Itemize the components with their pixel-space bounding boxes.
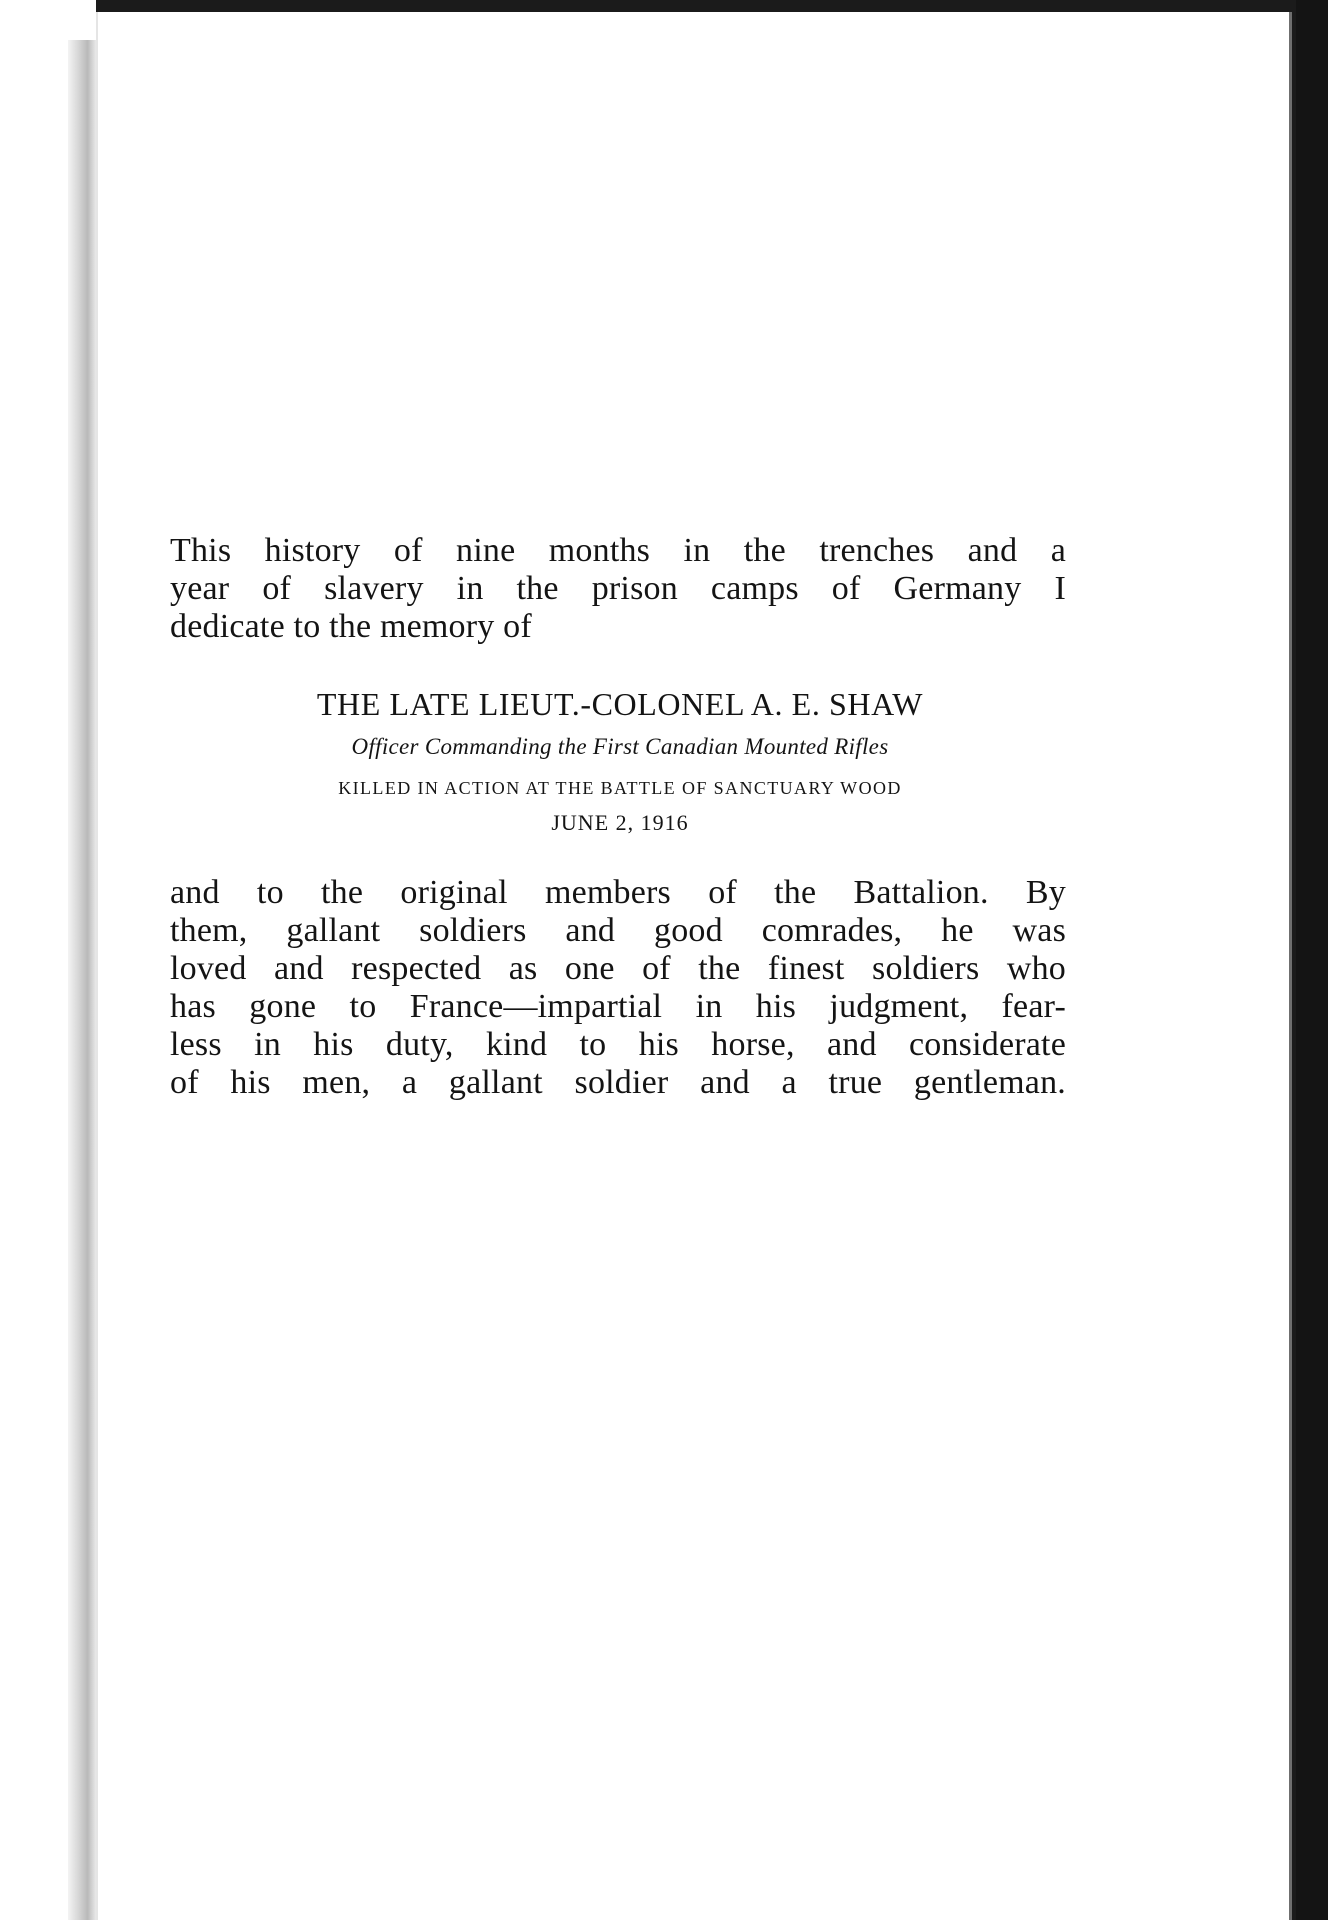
scan-edge <box>1296 0 1328 1920</box>
dedication-intro <box>170 532 1066 646</box>
dedicatee-name: THE LATE LIEUT.-COLONEL A. E. SHAW <box>316 686 924 722</box>
book-spine-shadow <box>68 40 96 1920</box>
closing-line: of his men, a gallant soldier and a true gentleman. <box>170 1064 1066 1101</box>
closing-line: has gone to France—impartial in his judgment, fear- <box>170 988 1066 1025</box>
killed-in-action-note: KILLED IN ACTION AT THE BATTLE OF SANCTUARY WOOD <box>338 778 902 798</box>
intro-line: dedicate to the memory of <box>170 608 532 645</box>
closing-line: loved and respected as one of the finest soldiers who <box>170 950 1066 987</box>
intro-line: This history of nine months in the trenches and a <box>170 532 1066 569</box>
closing-line: them, gallant soldiers and good comrades, he was <box>170 912 1066 949</box>
closing-line: and to the original members of the Battalion. By <box>170 874 1066 911</box>
dedicatee-office: Officer Commanding the First Canadian Mounted Rifles <box>351 734 889 759</box>
intro-line: year of slavery in the prison camps of Germany I <box>170 570 1066 607</box>
dedication-closing <box>170 874 1066 1102</box>
closing-line: less in his duty, kind to his horse, and considerate <box>170 1026 1066 1063</box>
date-of-death: JUNE 2, 1916 <box>551 810 689 835</box>
